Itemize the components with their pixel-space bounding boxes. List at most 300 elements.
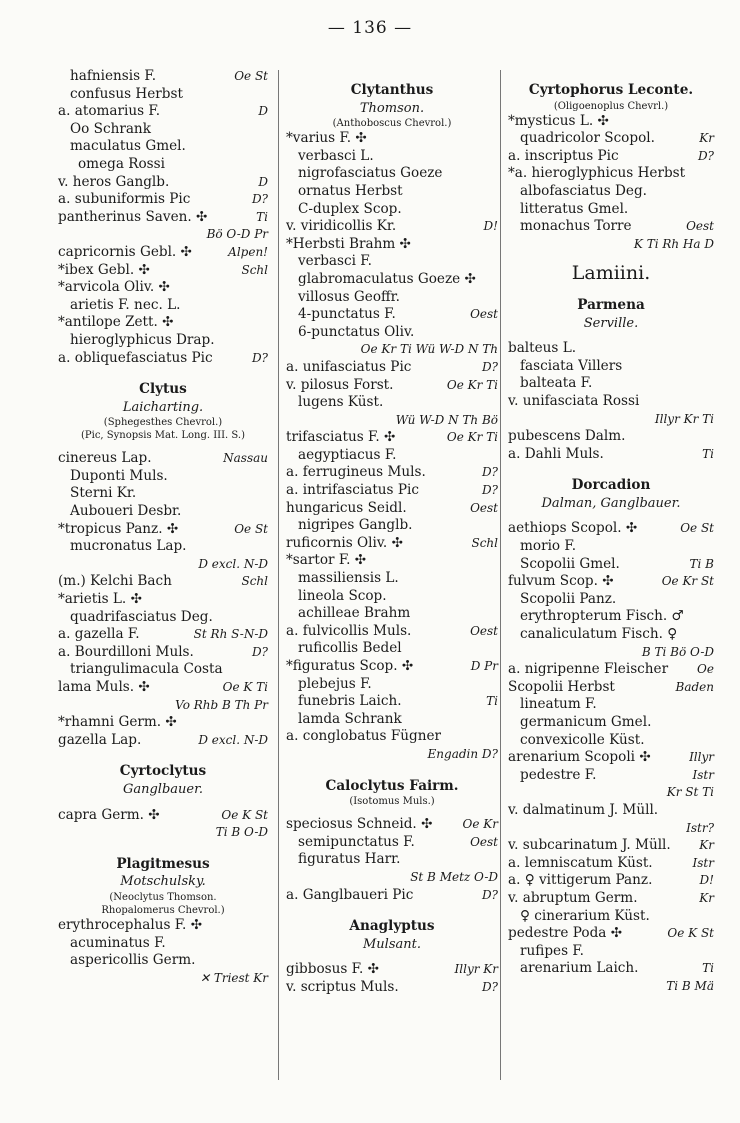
species-name: lugens Küst. xyxy=(298,394,384,411)
species-entry xyxy=(286,201,498,219)
species-entry xyxy=(286,552,498,570)
species-name: *figuratus Scop. ✣ xyxy=(286,658,414,674)
species-entry xyxy=(508,626,714,644)
species-name: lineatum F. xyxy=(520,696,597,713)
distribution-note: D Pr xyxy=(470,659,498,673)
species-name: ruficollis Bedel xyxy=(298,640,402,657)
species-entry xyxy=(286,676,498,694)
species-name: v. heros Ganglb. xyxy=(58,173,170,190)
distribution-note: St Rh S-N-D xyxy=(193,627,268,642)
distribution-note: D? xyxy=(481,979,498,994)
species-entry xyxy=(58,609,268,627)
species-entry xyxy=(286,482,498,500)
species-name: villosus Geoffr. xyxy=(298,288,401,305)
distribution-note: Oe xyxy=(697,662,714,677)
species-name: fasciata Villers xyxy=(520,357,623,374)
species-name: pedestre Poda ✣ xyxy=(508,925,623,942)
species-entry xyxy=(58,68,268,86)
species-entry xyxy=(508,520,714,538)
species-entry xyxy=(286,623,498,641)
species-entry xyxy=(286,979,498,997)
distribution-note: Kr xyxy=(699,890,714,905)
species-name: achilleae Brahm xyxy=(298,605,411,622)
genus-author: Ganglbauer. xyxy=(122,781,204,797)
species-entry xyxy=(508,218,714,236)
distribution-note: Schl xyxy=(471,535,498,550)
species-name: verbasci F. xyxy=(298,253,372,270)
species-name: a. inscriptus Pic xyxy=(508,147,619,164)
species-name: hieroglyphicus Drap. xyxy=(70,331,215,348)
distribution-note: Schl xyxy=(241,574,268,589)
distribution-note: Oe Kr Ti Wü W-D N Th xyxy=(360,342,498,357)
genus-heading: Anaglyptus xyxy=(349,918,435,935)
distribution-note: D! xyxy=(483,219,498,234)
distribution-note: Oe St xyxy=(234,521,268,536)
species-entry xyxy=(286,218,498,236)
distribution-note: Oest xyxy=(470,834,498,849)
distribution-note: Oe St xyxy=(680,521,714,536)
distribution-note: Kr xyxy=(699,838,714,853)
species-name: litteratus Gmel. xyxy=(520,200,629,217)
species-name: hungaricus Seidl. xyxy=(286,499,407,516)
distribution-note: Ti B Mä xyxy=(666,978,714,993)
distribution-note: D? xyxy=(481,359,498,374)
species-entry xyxy=(286,961,498,979)
species-name: *a. hieroglyphicus Herbst xyxy=(508,165,686,182)
distribution-note: Oe Kr Ti xyxy=(446,430,498,445)
distribution-note: K Ti Rh Ha D xyxy=(633,236,714,251)
distribution-note: Bö O-D Pr xyxy=(206,227,268,242)
species-name: lineola Scop. xyxy=(298,587,387,604)
species-name: convexicolle Küst. xyxy=(520,731,645,748)
species-entry xyxy=(286,570,498,588)
species-entry xyxy=(508,767,714,785)
species-name: a. unifasciatus Pic xyxy=(286,358,412,375)
species-entry xyxy=(508,446,714,464)
species-entry xyxy=(58,807,268,825)
species-name: erythrocephalus F. ✣ xyxy=(58,916,203,933)
species-entry xyxy=(58,156,268,174)
species-entry xyxy=(58,485,268,503)
species-entry xyxy=(58,714,268,732)
column-left xyxy=(58,68,268,987)
distribution-note: Oe Kr Ti xyxy=(446,377,498,392)
species-name: triangulimacula Costa xyxy=(70,661,223,678)
species-name: a. lemniscatum Küst. xyxy=(508,854,653,871)
spacer xyxy=(286,953,498,961)
distribution-note: Oe K St xyxy=(221,807,268,822)
genus-heading: Cyrtophorus Leconte. xyxy=(528,82,694,98)
species-name: *mysticus L. ✣ xyxy=(508,112,609,129)
species-name: lamda Schrank xyxy=(298,710,402,727)
species-name: a. Ganglbaueri Pic xyxy=(286,886,414,903)
synonym-note: (Oligoenoplus Chevrl.) xyxy=(553,100,669,112)
distribution-note: B Ti Bö O-D xyxy=(641,644,714,659)
species-entry xyxy=(286,464,498,482)
column-divider xyxy=(278,70,279,1080)
species-entry xyxy=(286,394,498,412)
distribution-note: Oest xyxy=(470,307,498,322)
species-name: *ibex Gebl. ✣ xyxy=(58,261,150,278)
distribution-note: Oest xyxy=(470,500,498,515)
species-entry xyxy=(286,377,498,395)
species-entry xyxy=(508,872,714,890)
species-name: aethiops Scopol. ✣ xyxy=(508,520,638,537)
species-entry xyxy=(286,253,498,271)
species-entry xyxy=(508,201,714,219)
species-name: a. Bourdilloni Muls. xyxy=(58,643,194,660)
distribution-note: D xyxy=(258,174,268,189)
synonym-note: Rhopalomerus Chevrol.) xyxy=(101,904,225,916)
genus-heading: Dorcadion xyxy=(571,477,651,494)
species-entry xyxy=(508,661,714,679)
species-entry xyxy=(508,608,714,626)
distribution-note: Ti xyxy=(702,961,714,976)
distribution-note: St B Metz O-D xyxy=(410,869,498,884)
species-entry xyxy=(286,289,498,307)
species-entry xyxy=(508,943,714,961)
distribution-note: Illyr Kr xyxy=(454,962,498,977)
species-name: capra Germ. ✣ xyxy=(58,806,160,823)
species-name: Duponti Muls. xyxy=(70,467,168,484)
species-name: speciosus Schneid. ✣ xyxy=(286,816,433,833)
species-entry xyxy=(508,538,714,556)
species-entry xyxy=(58,279,268,297)
species-name: gazella Lap. xyxy=(58,731,142,748)
species-name: arenarium Scopoli ✣ xyxy=(508,749,651,766)
species-entry xyxy=(58,450,268,468)
species-entry xyxy=(508,749,714,767)
species-name: a. conglobatus Fügner xyxy=(286,728,442,745)
species-name: acuminatus F. xyxy=(70,934,166,951)
species-name: v. dalmatinum J. Müll. xyxy=(508,801,659,818)
species-entry xyxy=(58,661,268,679)
species-entry xyxy=(286,834,498,852)
species-name: trifasciatus F. ✣ xyxy=(286,429,396,446)
species-entry xyxy=(286,588,498,606)
distribution-note: Kr xyxy=(699,131,714,146)
species-entry xyxy=(508,428,714,446)
species-name: v. scriptus Muls. xyxy=(286,978,399,995)
distribution-note: D? xyxy=(481,483,498,498)
species-entry xyxy=(286,165,498,183)
species-name: balteata F. xyxy=(520,375,593,392)
species-entry xyxy=(58,917,268,935)
species-name: Scopolii Panz. xyxy=(520,590,617,607)
species-entry xyxy=(286,816,498,834)
distribution-note: D excl. N-D xyxy=(198,732,268,747)
species-name: 6-punctatus Oliv. xyxy=(298,323,415,340)
species-name: *sartor F. ✣ xyxy=(286,552,367,569)
species-entry xyxy=(58,121,268,139)
distribution-note: Oe K St xyxy=(667,926,714,941)
species-entry xyxy=(508,960,714,978)
species-name: ruficornis Oliv. ✣ xyxy=(286,534,403,551)
genus-heading: Plagitmesus xyxy=(116,855,210,872)
species-name: arenarium Laich. xyxy=(520,960,639,977)
species-name: *rhamni Germ. ✣ xyxy=(58,714,177,731)
distribution-note: Schl xyxy=(241,262,268,277)
species-entry xyxy=(508,148,714,166)
species-entry xyxy=(58,103,268,121)
species-entry xyxy=(286,535,498,553)
species-name: aegyptiacus F. xyxy=(298,446,397,463)
distribution-note: D? xyxy=(481,465,498,480)
species-name: glabromaculatus Goeze ✣ xyxy=(298,270,476,287)
species-name: morio F. xyxy=(520,538,577,555)
species-entry xyxy=(508,890,714,908)
species-name: pedestre F. xyxy=(520,766,597,783)
distribution-note: D? xyxy=(481,887,498,902)
species-entry xyxy=(58,952,268,970)
species-name: a. Dahli Muls. xyxy=(508,445,604,462)
species-entry xyxy=(286,324,498,342)
species-name: *antilope Zett. ✣ xyxy=(58,314,174,331)
species-entry xyxy=(286,359,498,377)
genus-author: Mulsant. xyxy=(363,936,421,952)
species-name: albofasciatus Deg. xyxy=(520,182,647,199)
species-entry xyxy=(58,262,268,280)
species-name: a. obliquefasciatus Pic xyxy=(58,349,213,366)
species-entry xyxy=(58,679,268,697)
distribution-note: Oe St xyxy=(234,69,268,83)
species-name: nigrofasciatus Goeze xyxy=(298,165,443,182)
species-name: plebejus F. xyxy=(298,675,372,692)
species-name: *arvicola Oliv. ✣ xyxy=(58,279,170,296)
distribution-note: Wü W-D N Th Bö xyxy=(395,412,498,427)
species-entry xyxy=(58,573,268,591)
synonym-note: (Sphegesthes Chevrol.) xyxy=(103,417,223,429)
species-name: Oo Schrank xyxy=(70,120,151,137)
distribution-note: Istr? xyxy=(686,820,714,835)
species-entry xyxy=(508,732,714,750)
species-entry xyxy=(58,935,268,953)
species-name: arietis F. nec. L. xyxy=(70,296,181,313)
species-entry xyxy=(58,732,268,750)
species-name: a. nigripenne Fleischer xyxy=(508,661,669,678)
species-name: aspericollis Germ. xyxy=(70,952,196,969)
species-entry xyxy=(508,679,714,697)
species-entry xyxy=(508,113,714,131)
species-name: erythropterum Fisch. ♂ xyxy=(520,608,684,625)
species-entry xyxy=(286,728,498,746)
species-name: a. subuniformis Pic xyxy=(58,191,191,208)
spacer xyxy=(58,442,268,450)
distribution-note: Ti xyxy=(256,209,268,224)
tribe-heading: Lamiini. xyxy=(571,262,651,285)
genus-author: Serville. xyxy=(583,315,639,331)
species-entry xyxy=(286,183,498,201)
species-name: confusus Herbst xyxy=(70,85,183,102)
species-name: germanicum Gmel. xyxy=(520,714,652,730)
species-name: nigripes Ganglb. xyxy=(298,517,413,534)
species-name: Auboueri Desbr. xyxy=(70,503,182,520)
species-entry xyxy=(286,887,498,905)
species-name: quadricolor Scopol. xyxy=(520,130,655,147)
distribution-note: Engadin D? xyxy=(427,746,498,761)
species-name: a. intrifasciatus Pic xyxy=(286,482,419,499)
genus-heading: Parmena xyxy=(577,296,645,313)
species-name: figuratus Harr. xyxy=(298,851,401,868)
synonym-note: (Isotomus Muls.) xyxy=(349,796,435,808)
species-entry xyxy=(508,130,714,148)
genus-author: Laicharting. xyxy=(122,399,204,415)
distribution-note: Oest xyxy=(470,623,498,638)
species-name: v. viridicollis Kr. xyxy=(286,218,397,235)
species-name: *tropicus Panz. ✣ xyxy=(58,520,179,537)
distribution-note: Oe Kr St xyxy=(661,574,714,589)
distribution-note: Nassau xyxy=(223,451,268,466)
species-entry xyxy=(286,605,498,623)
species-name: quadrifasciatus Deg. xyxy=(70,608,213,625)
species-name: Scopolii Herbst xyxy=(508,678,615,695)
species-name: funebris Laich. xyxy=(298,693,402,710)
distribution-note: Oe Kr xyxy=(462,817,498,832)
distribution-note: D? xyxy=(251,350,268,365)
species-entry xyxy=(508,375,714,393)
species-entry xyxy=(286,711,498,729)
column-right xyxy=(508,68,714,996)
distribution-note: D! xyxy=(699,873,714,888)
species-entry xyxy=(508,925,714,943)
species-entry xyxy=(58,138,268,156)
distribution-note: Oest xyxy=(686,219,714,234)
spacer xyxy=(508,512,714,520)
species-entry xyxy=(286,306,498,324)
species-entry xyxy=(58,644,268,662)
species-entry xyxy=(58,468,268,486)
species-name: verbasci L. xyxy=(298,147,374,164)
species-name: *arietis L. ✣ xyxy=(58,591,142,608)
distribution-note: Baden xyxy=(675,679,714,694)
genus-author: Thomson. xyxy=(359,100,425,116)
species-name: pubescens Dalm. xyxy=(508,428,626,445)
species-entry xyxy=(508,855,714,873)
column-middle xyxy=(286,68,498,997)
species-entry xyxy=(58,297,268,315)
distribution-note: ✕ Triest Kr xyxy=(199,970,268,985)
species-entry xyxy=(508,837,714,855)
species-name: cinereus Lap. xyxy=(58,450,152,467)
species-name: C-duplex Scop. xyxy=(298,200,402,217)
species-name: pantherinus Saven. ✣ xyxy=(58,208,208,225)
species-entry xyxy=(58,332,268,350)
species-entry xyxy=(58,314,268,332)
spacer xyxy=(58,799,268,807)
species-entry xyxy=(58,503,268,521)
distribution-note: Istr xyxy=(692,767,714,782)
distribution-note: Illyr Kr Ti xyxy=(654,411,714,426)
species-name: ♀ cinerarium Küst. xyxy=(520,907,650,924)
synonym-note: (Anthoboscus Chevrol.) xyxy=(332,118,452,130)
species-entry xyxy=(58,350,268,368)
species-name: canaliculatum Fisch. ♀ xyxy=(520,626,678,643)
species-entry xyxy=(508,714,714,732)
species-name: maculatus Gmel. xyxy=(70,138,186,155)
distribution-note: Ti xyxy=(702,446,714,461)
species-entry xyxy=(286,693,498,711)
spacer xyxy=(508,332,714,340)
species-name: capricornis Gebl. ✣ xyxy=(58,243,192,260)
species-entry xyxy=(508,183,714,201)
species-entry xyxy=(58,174,268,192)
distribution-note: Illyr xyxy=(689,750,714,765)
distribution-note: Kr St Ti xyxy=(666,785,714,800)
species-entry xyxy=(286,130,498,148)
species-name: v. abruptum Germ. xyxy=(508,889,638,906)
species-entry xyxy=(286,851,498,869)
species-entry xyxy=(58,591,268,609)
species-entry xyxy=(286,429,498,447)
species-entry xyxy=(286,517,498,535)
species-entry xyxy=(508,802,714,820)
species-entry xyxy=(508,908,714,926)
species-name: ornatus Herbst xyxy=(298,182,403,199)
species-name: hafniensis F. xyxy=(70,68,157,84)
species-name: lama Muls. ✣ xyxy=(58,679,150,695)
distribution-note: Ti B xyxy=(689,556,714,571)
species-name: rufipes F. xyxy=(520,942,584,959)
distribution-note: D xyxy=(258,104,268,119)
species-entry xyxy=(58,626,268,644)
species-entry xyxy=(286,640,498,658)
spacer xyxy=(286,808,498,816)
species-entry xyxy=(58,191,268,209)
species-name: monachus Torre xyxy=(520,218,632,235)
species-entry xyxy=(58,86,268,104)
distribution-note: Alpen! xyxy=(228,244,268,259)
species-entry xyxy=(286,236,498,254)
species-entry xyxy=(58,538,268,556)
species-entry xyxy=(286,271,498,289)
species-entry xyxy=(508,340,714,358)
genus-author: Motschulsky. xyxy=(120,874,206,890)
species-name: omega Rossi xyxy=(78,155,165,172)
species-entry xyxy=(58,244,268,262)
species-name: massiliensis L. xyxy=(298,570,399,587)
genus-heading: Cyrtoclytus xyxy=(119,763,207,780)
distribution-note: D excl. N-D xyxy=(198,556,268,571)
distribution-note: Vo Rhb B Th Pr xyxy=(175,697,268,712)
species-entry xyxy=(508,393,714,411)
distribution-note: Ti B O-D xyxy=(215,825,268,840)
species-entry xyxy=(508,696,714,714)
species-name: *Herbsti Brahm ✣ xyxy=(286,235,411,252)
species-name: 4-punctatus F. xyxy=(298,306,396,323)
species-entry xyxy=(508,165,714,183)
genus-heading: Caloclytus Fairm. xyxy=(325,777,459,794)
page-number: — 136 — xyxy=(327,18,413,38)
species-entry xyxy=(286,658,498,676)
species-entry xyxy=(58,521,268,539)
species-entry xyxy=(508,591,714,609)
distribution-note: D? xyxy=(251,192,268,207)
species-entry xyxy=(508,358,714,376)
species-entry xyxy=(58,209,268,227)
distribution-note: D? xyxy=(251,644,268,659)
species-name: gibbosus F. ✣ xyxy=(286,961,380,978)
genus-heading: Clytus xyxy=(139,381,187,398)
species-name: balteus L. xyxy=(508,340,577,357)
species-name: semipunctatus F. xyxy=(298,833,415,850)
species-entry xyxy=(508,556,714,574)
synonym-note: (Neoclytus Thomson. xyxy=(109,891,217,903)
distribution-note: Istr xyxy=(692,855,714,870)
species-name: (m.) Kelchi Bach xyxy=(58,573,172,590)
species-entry xyxy=(286,500,498,518)
species-entry xyxy=(508,573,714,591)
species-name: a. ♀ vittigerum Panz. xyxy=(508,872,653,889)
